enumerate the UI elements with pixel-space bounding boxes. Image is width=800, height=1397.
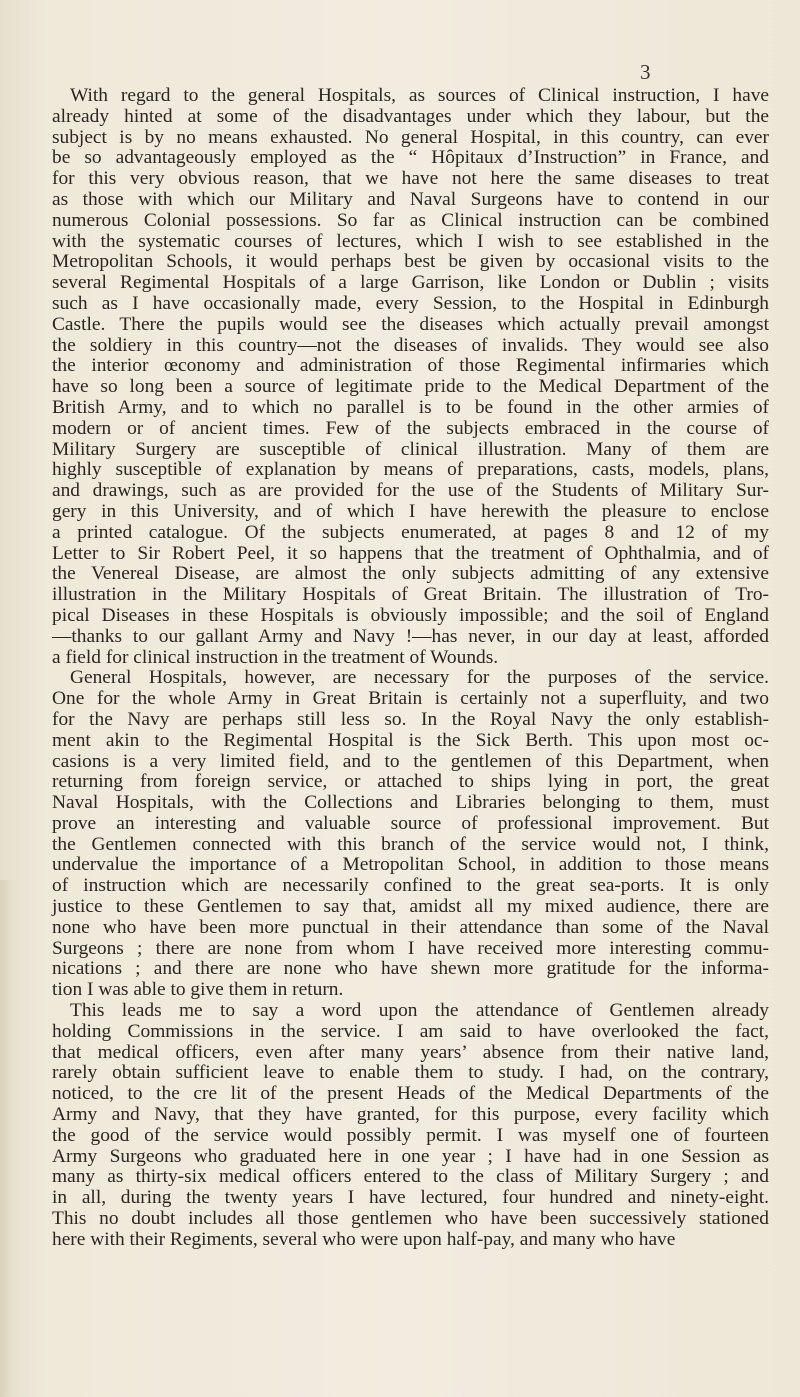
text-line: British Army, and to which no parallel is to be found in the other armies of [52,396,769,418]
text-line: Army and Navy, that they have granted, for this purpose, every facility which [52,1104,769,1126]
text-line: that medical officers, even after many years’ absence from their native land, [52,1041,769,1063]
text-line: the Gentlemen connected with this branch of the service would not, I think, [52,833,769,855]
text-line: as those with which our Military and Naval Surgeons have to contend in our [52,188,769,210]
text-line: With regard to the general Hospitals, as sources of Clinical instruction, I have [70,85,769,106]
paragraph-3 [52,1001,769,1251]
text-line: many as thirty-six medical officers entered to the class of Military Surgery ; and [52,1166,769,1188]
text-line: illustration in the Military Hospitals of Great Britain. The illustration of Tro- [52,584,769,606]
text-line: with the systematic courses of lectures, which I wish to see established in the [52,230,769,252]
text-line: several Regimental Hospitals of a large Garrison, like London or Dublin ; visits [52,272,769,294]
text-line: nications ; and there are none who have shewn more gratitude for the informa- [52,958,769,980]
text-line: Naval Hospitals, with the Collections and Libraries belonging to them, must [52,792,769,814]
text-line: none who have been more punctual in their attendance than some of the Naval [52,916,769,938]
text-line: of instruction which are necessarily confined to the great sea-ports. It is only [52,875,769,897]
page-gutter-shadow [0,880,14,1397]
text-line: for this very obvious reason, that we have not here the same diseases to treat [52,168,769,190]
text-line: pical Diseases in these Hospitals is obviously impossible; and the soil of England [52,604,769,626]
text-line: Military Surgery are susceptible of clinical illustration. Many of them are [52,438,769,460]
paragraph-1 [52,86,769,668]
text-line: the good of the service would possibly permit. I was myself one of fourteen [52,1124,769,1146]
text-line: This leads me to say a word upon the attendance of Gentlemen already [70,1000,769,1022]
page-number: 3 [640,60,651,84]
text-line: Surgeons ; there are none from whom I have received more interesting commu- [52,937,769,959]
text-line: gery in this University, and of which I have herewith the pleasure to enclose [52,500,769,522]
text-line: highly susceptible of explanation by means of preparations, casts, models, plans, [52,459,769,481]
text-line: noticed, to the cre lit of the present Heads of the Medical Departments of the [52,1083,769,1105]
text-line: here with their Regiments, several who were upon half-pay, and many who have [52,1228,676,1250]
text-line: in all, during the twenty years I have lectured, four hundred and ninety-eight. [52,1187,769,1209]
text-line: returning from foreign service, or attached to ships lying in port, the great [52,771,769,793]
text-line: This no doubt includes all those gentlemen who have been successively stationed [52,1208,769,1230]
text-line: be so advantageously employed as the “ Hôpitaux d’Instruction” in France, and [52,147,769,169]
text-line: Letter to Sir Robert Peel, it so happens that the treatment of Ophthalmia, and of [52,542,769,564]
text-line: Metropolitan Schools, it would perhaps best be given by occasional visits to the [52,251,769,273]
text-line: Army Surgeons who graduated here in one year ; I have had in one Session as [52,1145,769,1167]
text-line: a field for clinical instruction in the treatment of Wounds. [52,646,499,668]
text-line: General Hospitals, however, are necessary for the purposes of the service. [70,667,769,689]
text-line: for the Navy are perhaps still less so. In the Royal Navy the only establish- [52,708,769,730]
text-line: Castle. There the pupils would see the diseases which actually prevail amongst [52,313,769,335]
text-line: such as I have occasionally made, every Session, to the Hospital in Edinburgh [52,292,769,314]
text-line: holding Commissions in the service. I am said to have overlooked the fact, [52,1020,769,1042]
text-line: ment akin to the Regimental Hospital is the Sick Berth. This upon most oc- [52,729,769,751]
text-line: the interior œconomy and administration of those Regimental infirmaries which [52,355,769,377]
text-line: numerous Colonial possessions. So far as Clinical instruction can be combined [52,209,769,231]
text-line: and drawings, such as are provided for the use of the Students of Military Sur- [52,480,769,502]
text-line: have so long been a source of legitimate pride to the Medical Department of the [52,376,769,398]
text-line: modern or of ancient times. Few of the subjects embraced in the course of [52,417,769,439]
text-line: rarely obtain sufficient leave to enable them to study. I had, on the contrary, [52,1062,769,1084]
text-line: a printed catalogue. Of the subjects enumerated, at pages 8 and 12 of my [52,521,769,543]
text-line: subject is by no means exhausted. No general Hospital, in this country, can ever [52,126,769,148]
text-line: justice to these Gentlemen to say that, amidst all my mixed audience, there are [52,896,769,918]
text-line: undervalue the importance of a Metropolitan School, in addition to those means [52,854,769,876]
text-line: the soldiery in this country—not the diseases of invalids. They would see also [52,334,769,356]
text-line: —thanks to our gallant Army and Navy !—has never, in our day at least, afforded [52,625,769,647]
text-line: the Venereal Disease, are almost the only subjects admitting of any extensive [52,563,769,585]
body-text [52,86,769,1251]
text-line: prove an interesting and valuable source of professional improvement. But [52,812,769,834]
text-line: casions is a very limited field, and to the gentlemen of this Department, when [52,750,769,772]
text-line: already hinted at some of the disadvantages under which they labour, but the [52,105,769,127]
paragraph-2 [52,668,769,1001]
text-line: One for the whole Army in Great Britain is certainly not a superfluity, and two [52,688,769,710]
text-line: tion I was able to give them in return. [52,979,344,1001]
